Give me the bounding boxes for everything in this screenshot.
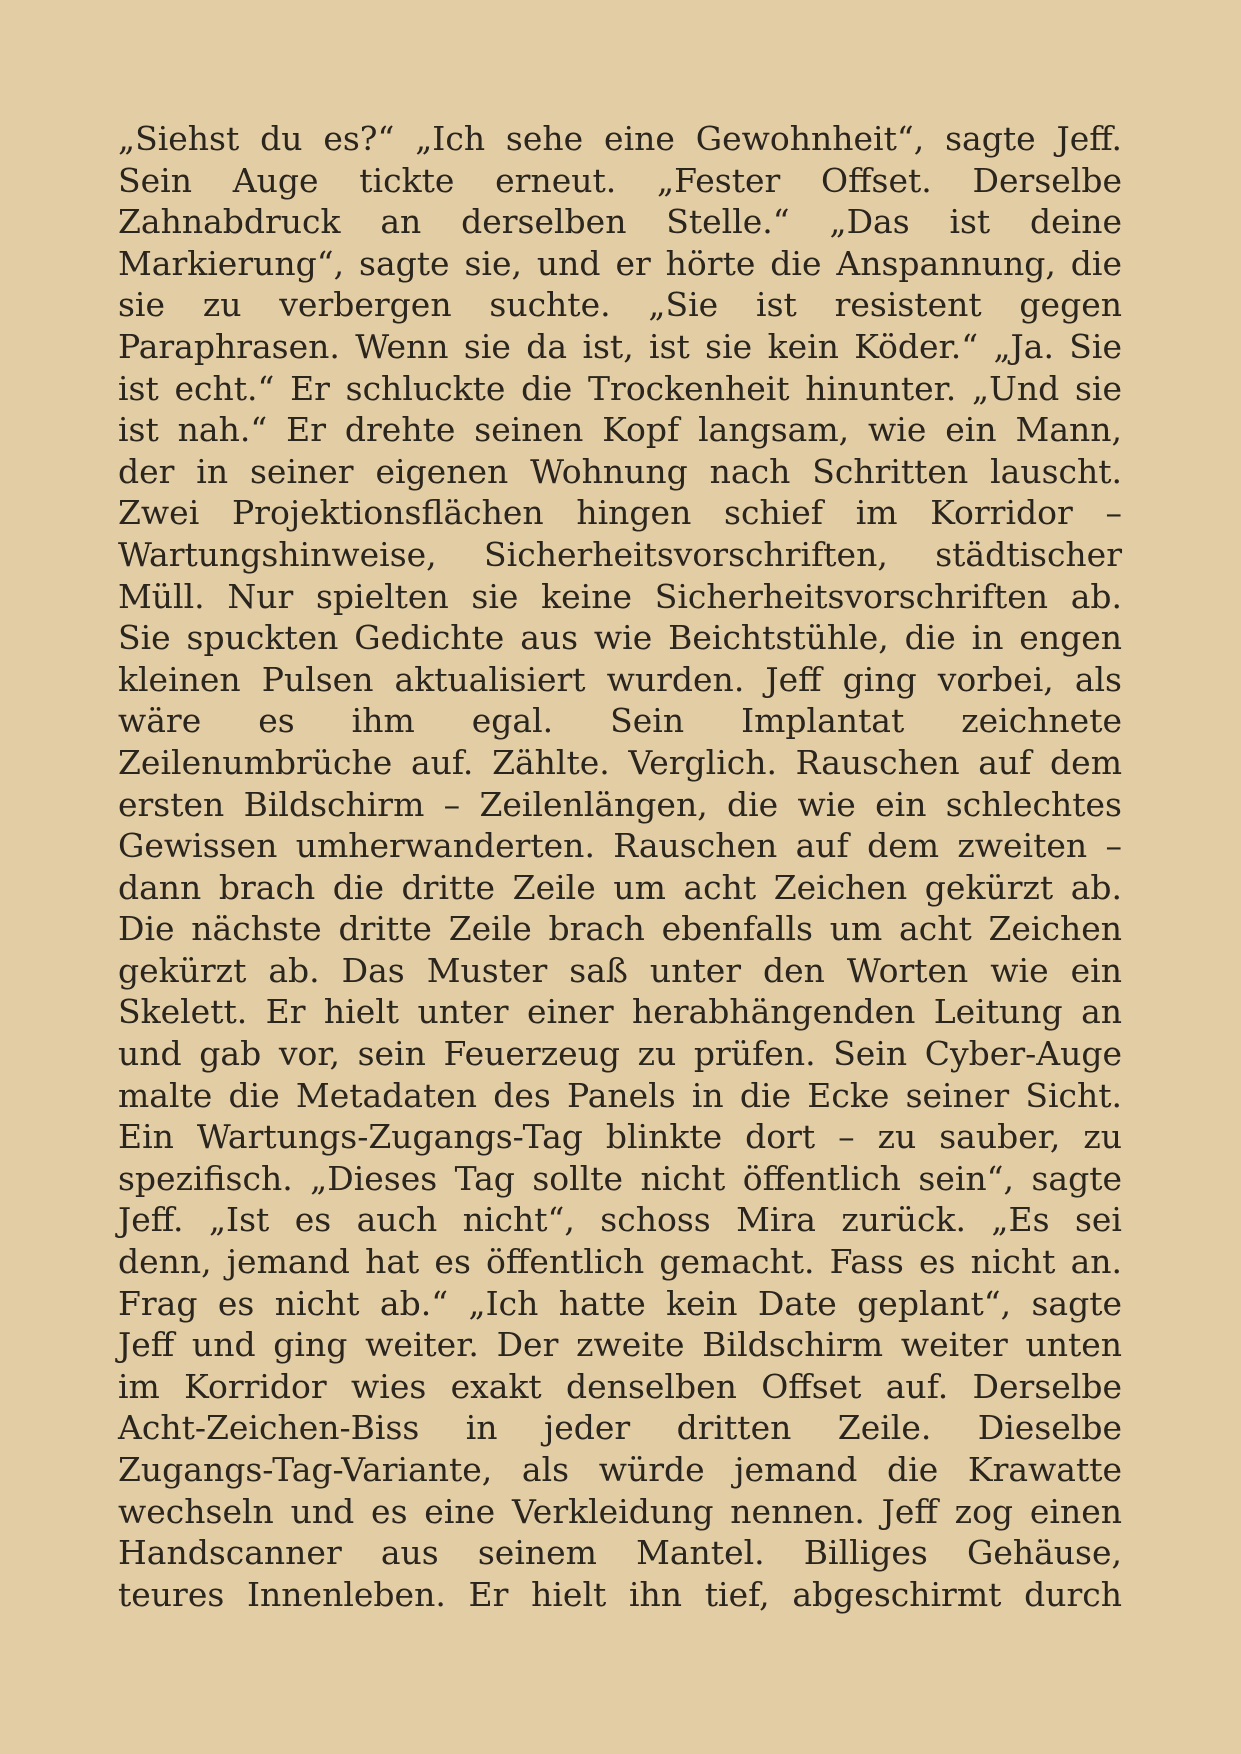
text-line: ersten Bildschirm – Zeilenlängen, die wie ein schlechtes: [118, 784, 1122, 824]
text-line: Müll. Nur spielten sie keine Sicherheitsvorschriften ab.: [118, 576, 1122, 616]
text-line: wechseln und es eine Verkleidung nennen. Jeff zog einen: [118, 1491, 1122, 1531]
text-line: Sein Auge tickte erneut. „Fester Offset. Derselbe: [118, 160, 1122, 200]
text-line: ist nah.“ Er drehte seinen Kopf langsam, wie ein Mann,: [118, 410, 1122, 450]
text-line: gekürzt ab. Das Muster saß unter den Worten wie ein: [118, 950, 1122, 990]
text-line: Zeilenumbrüche auf. Zählte. Verglich. Rauschen auf dem: [118, 742, 1122, 782]
text-line: im Korridor wies exakt denselben Offset auf. Derselbe: [118, 1366, 1122, 1406]
text-line: „Siehst du es?“ „Ich sehe eine Gewohnheit“, sagte Jeff.: [118, 119, 1122, 158]
text-line: Frag es nicht ab.“ „Ich hatte kein Date geplant“, sagte: [118, 1283, 1122, 1323]
text-line: Jeff. „Ist es auch nicht“, schoss Mira zurück. „Es sei: [118, 1200, 1122, 1240]
text-line: Zugangs-Tag-Variante, als würde jemand die Krawatte: [118, 1450, 1122, 1489]
text-line: Handscanner aus seinem Mantel. Billiges Gehäuse,: [118, 1533, 1122, 1573]
text-line: malte die Metadaten des Panels in die Ecke seiner Sicht.: [118, 1075, 1122, 1115]
text-line: Paraphrasen. Wenn sie da ist, ist sie kein Köder.“ „Ja. Sie: [118, 326, 1122, 366]
text-line: Wartungshinweise, Sicherheitsvorschriften, städtischer: [118, 534, 1122, 574]
text-line: und gab vor, sein Feuerzeug zu prüfen. Sein Cyber-Auge: [118, 1034, 1122, 1074]
text-line: der in seiner eigenen Wohnung nach Schritten lauscht.: [118, 451, 1122, 491]
text-line: Skelett. Er hielt unter einer herabhängenden Leitung an: [118, 992, 1122, 1032]
text-line: Ein Wartungs-Zugangs-Tag blinkte dort – zu sauber, zu: [118, 1117, 1122, 1157]
text-line: teures Innenleben. Er hielt ihn tief, abgeschirmt durch: [118, 1574, 1122, 1614]
text-line: wäre es ihm egal. Sein Implantat zeichnete: [118, 701, 1122, 741]
text-line: Markierung“, sagte sie, und er hörte die Anspannung, die: [118, 243, 1122, 283]
text-line: ist echt.“ Er schluckte die Trockenheit hinunter. „Und sie: [118, 368, 1122, 408]
text-line: Zahnabdruck an derselben Stelle.“ „Das ist deine: [118, 202, 1122, 242]
text-line: dann brach die dritte Zeile um acht Zeichen gekürzt ab.: [118, 867, 1122, 907]
text-line: Gewissen umherwanderten. Rauschen auf dem zweiten –: [118, 826, 1122, 866]
text-line: Sie spuckten Gedichte aus wie Beichtstühle, die in engen: [118, 618, 1122, 658]
text-line: Die nächste dritte Zeile brach ebenfalls um acht Zeichen: [118, 909, 1122, 949]
body-text: [118, 118, 1122, 1615]
text-line: kleinen Pulsen aktualisiert wurden. Jeff ging vorbei, als: [118, 659, 1122, 699]
text-line: spezifisch. „Dieses Tag sollte nicht öffentlich sein“, sagte: [118, 1158, 1122, 1198]
text-line: denn, jemand hat es öffentlich gemacht. Fass es nicht an.: [118, 1242, 1122, 1282]
text-line: Zwei Projektionsflächen hingen schief im Korridor –: [118, 493, 1122, 533]
text-line: Acht-Zeichen-Biss in jeder dritten Zeile. Dieselbe: [118, 1408, 1122, 1448]
text-line: sie zu verbergen suchte. „Sie ist resistent gegen: [118, 285, 1122, 325]
text-line: Jeff und ging weiter. Der zweite Bildschirm weiter unten: [118, 1325, 1122, 1365]
